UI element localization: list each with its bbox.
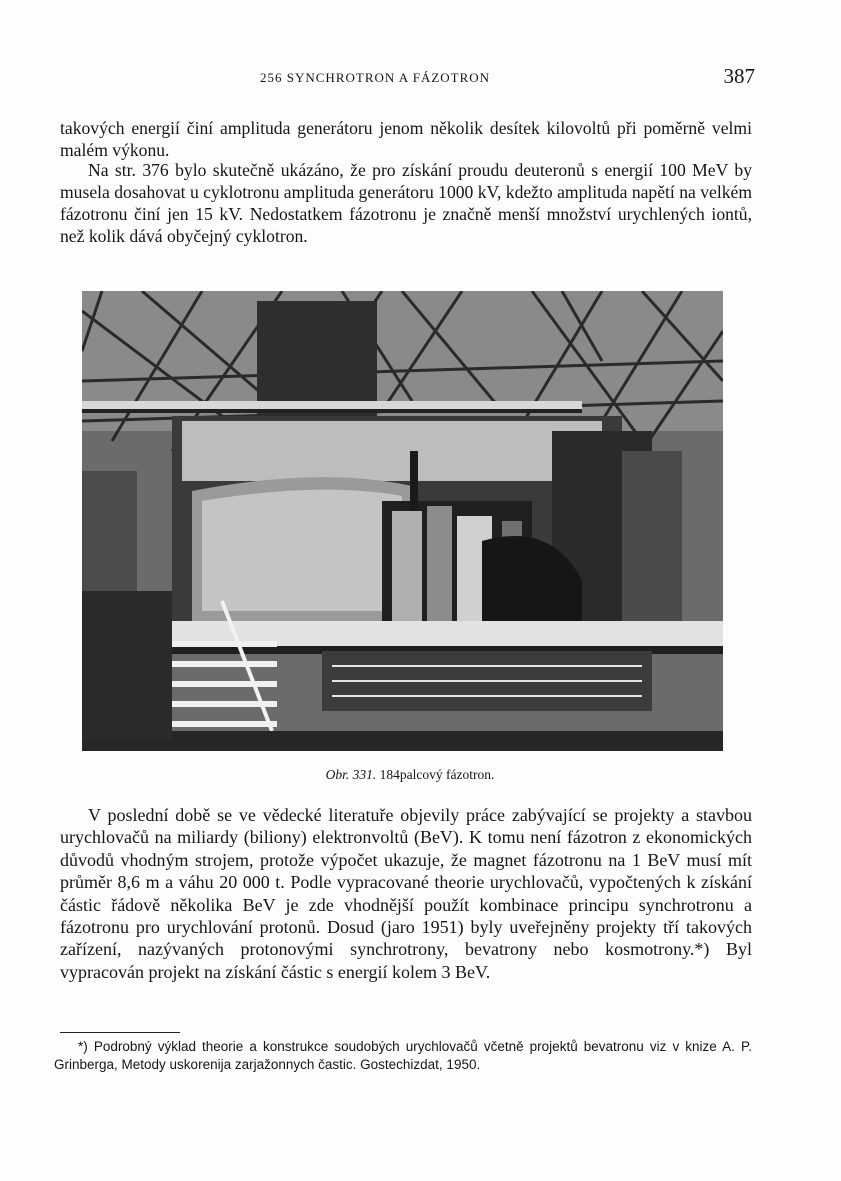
running-head: 256 SYNCHROTRON A FÁZOTRON [260,70,491,85]
caption-label: Obr. 331. [325,767,377,782]
page-header [60,66,760,92]
paragraph-deuteron-energy: Na str. 376 bylo skutečně ukázáno, že pro získání proudu deuteronů s energií 100 MeV by musela dosahovat u cyklotronu amplituda generátoru 1000 kV, kdežto amplituda napětí na velkém fázotronu činí jen 15 kV. Nedostatkem fázotronu je značně menší množství urychlených iontů, než kolik dává obyčejný cyklotron. [60,160,753,246]
footnote-rule [60,1032,180,1033]
caption-text: 184palcový fázotron. [379,767,495,782]
page-number: 387 [723,64,755,88]
phasotron-photo [82,291,723,751]
footnote: *) Podrobný výklad theorie a konstrukce soudobých urychlovačů včetně projektů bevatronu viz v knize A. P. Grinberga, Metody uskorenija zarjažonnych častic. Gostechizdat, 1950. [54,1039,752,1072]
figure-caption [60,767,760,783]
paragraph-continuation: takových energií činí amplituda generátoru jenom několik desítek kilovoltů při poměrně velmi malém výkonu. [60,118,752,160]
paragraph-bevatron: V poslední době se ve vědecké literatuře objevily práce zabývající se projekty a stavbou urychlovačů na miliardy (biliony) elektronvoltů (BeV). K tomu není fázotron z ekonomických důvodů vhodným strojem, protože výpočet ukazuje, že magnet fázotronu na 1 BeV musí mít průměr 8,6 m a váhu 20 000 t. Podle vypracované theorie urychlovačů, vypočtených k získání částic řádově několika BeV je zde vhodnější použít kombinace principu synchrotronu a fázotronu pro urychlování protonů. Dosud (jaro 1951) byly uveřejněny projekty tří takových zařízení, nazývaných protonovými synchrotrony, bevatrony nebo kosmotrony.*) Byl vypracován projekt na získání částic s energií kolem 3 BeV. [60,805,752,982]
